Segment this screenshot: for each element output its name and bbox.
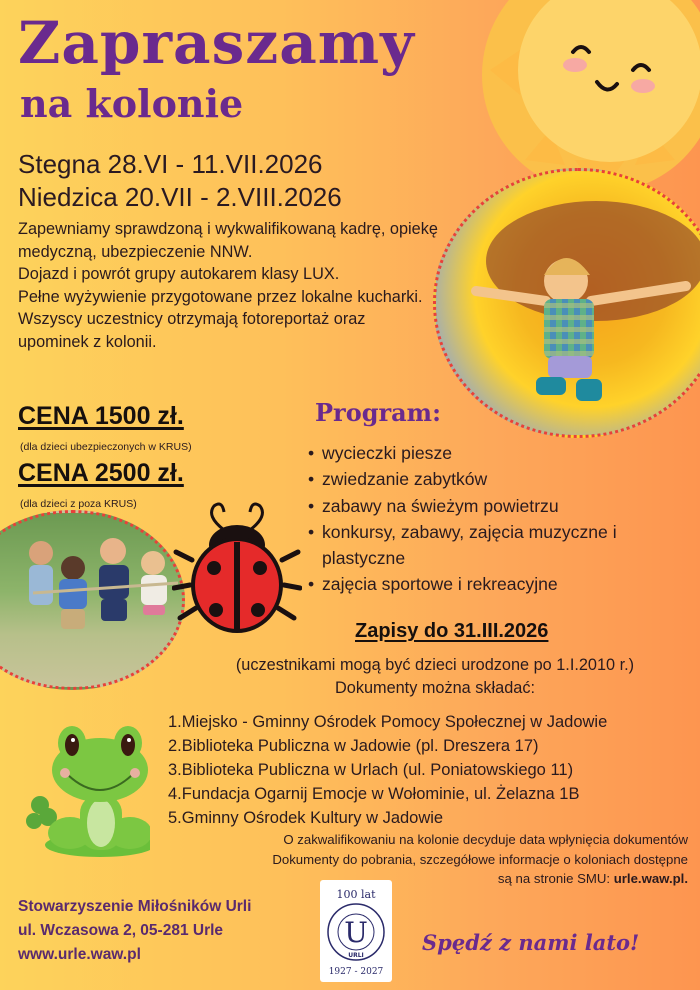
price-non-krus-note: (dla dzieci z poza KRUS) — [20, 498, 137, 510]
smu-website-link[interactable]: urle.waw.pl. — [613, 871, 688, 886]
ladybug-illustration — [172, 500, 302, 635]
qualification-note: O zakwalifikowaniu na kolonie decyduje data wpłynięcia dokumentów — [283, 832, 688, 847]
org-address: ul. Wczasowa 2, 05-281 Urle — [18, 922, 224, 939]
program-item: • wycieczki piesze — [308, 440, 698, 466]
eligibility-text: (uczestnikami mogą być dzieci urodzone po 1.I.2010 r.) — [235, 656, 635, 674]
website-note: są na stronie SMU: urle.waw.pl. — [497, 871, 688, 886]
date-stegna: Stegna 28.VI - 11.VII.2026 — [18, 149, 323, 179]
download-note: Dokumenty do pobrania, szczegółowe informacje o koloniach dostępne — [272, 851, 688, 867]
program-item: • zabawy na świeżym powietrzu — [308, 493, 698, 519]
registration-info — [170, 654, 700, 699]
additional-info — [148, 830, 688, 889]
price-non-krus: CENA 2500 zł. — [18, 459, 184, 487]
intro-staff: Zapewniamy sprawdzoną i wykwalifikowaną kadrę, opiekę medyczną, ubezpieczenie NNW. — [18, 220, 438, 261]
svg-text:U: U — [344, 916, 368, 949]
location-item: 1.Miejsko - Gminny Ośrodek Pomocy Społecznej w Jadowie — [168, 713, 608, 731]
intro-transport: Dojazd i powrót grupy autokarem klasy LUX. — [18, 265, 340, 283]
program-item: • zwiedzanie zabytków — [308, 466, 698, 492]
intro-food: Pełne wyżywienie przygotowane przez lokalne kucharki. — [18, 287, 423, 306]
organization-info — [18, 895, 251, 967]
price-krus-note: (dla dzieci ubezpieczonych w KRUS) — [20, 441, 192, 453]
child-on-slide-photo — [433, 168, 700, 438]
camp-dates — [18, 148, 342, 214]
svg-text:URLI: URLI — [348, 952, 364, 959]
documents-heading: Dokumenty można składać: — [335, 678, 535, 697]
program-item: • zajęcia sportowe i rekreacyjne — [308, 571, 698, 597]
intro-gifts: Wszyscy uczestnicy otrzymają fotoreportaż oraz upominek z kolonii. — [18, 310, 366, 351]
location-item: 3.Biblioteka Publiczna w Urlach (ul. Poniatowskiego 11) — [168, 761, 574, 779]
location-item: 2.Biblioteka Publiczna w Jadowie (pl. Dreszera 17) — [168, 737, 539, 755]
org-website[interactable]: www.urle.waw.pl — [18, 946, 141, 963]
org-name: Stowarzyszenie Miłośników Urli — [18, 898, 252, 915]
program-heading: Program: — [315, 398, 441, 427]
intro-text — [18, 218, 438, 353]
page-title: Zapraszamy — [18, 9, 415, 77]
document-locations-list — [168, 710, 698, 830]
seal-top-text: 100 lat — [336, 888, 376, 901]
location-item: 5.Gminny Ośrodek Kultury w Jadowie — [168, 809, 444, 827]
smu-anniversary-seal — [320, 880, 392, 982]
page-subtitle: na kolonie — [20, 81, 244, 126]
date-niedzica: Niedzica 20.VII - 2.VIII.2026 — [18, 182, 342, 212]
seal-years: 1927 - 2027 — [328, 967, 384, 977]
program-list — [308, 440, 698, 598]
location-item: 4.Fundacja Ogarnij Emocje w Wołominie, ul. Żelazna 1B — [168, 785, 580, 803]
kids-tug-of-war-photo — [0, 510, 185, 690]
price-krus: CENA 1500 zł. — [18, 402, 184, 430]
program-item: • konkursy, zabawy, zajęcia muzyczne i plastyczne — [308, 519, 698, 572]
slogan: Spędź z nami lato! — [422, 930, 640, 955]
registration-deadline: Zapisy do 31.III.2026 — [355, 620, 549, 642]
frog-illustration — [20, 725, 150, 860]
